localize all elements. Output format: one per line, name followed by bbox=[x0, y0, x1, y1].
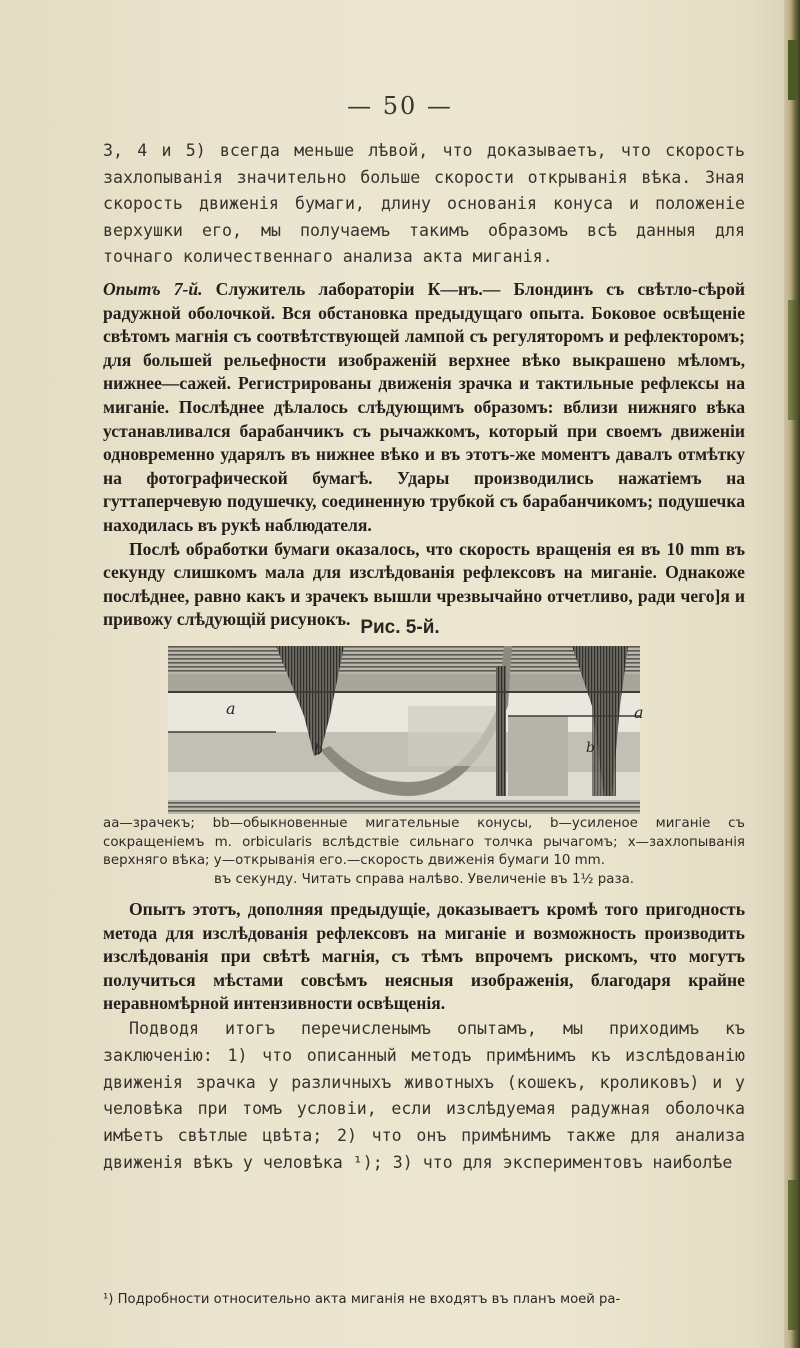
label-a-left: a bbox=[226, 699, 236, 718]
label-b-left: b bbox=[314, 742, 323, 758]
label-b-right: b bbox=[586, 740, 595, 756]
figure-caption bbox=[103, 815, 745, 889]
paragraph-2 bbox=[103, 278, 745, 632]
caption-line-2: въ секунду. Читать справа налѣво. Увеличеніе въ 1½ раза. bbox=[213, 871, 635, 887]
figure-photo-trace bbox=[168, 646, 644, 814]
page-edge-shadow bbox=[784, 0, 800, 1348]
page-number: — 50 — bbox=[347, 92, 453, 120]
caption-line-1: aa—зрачекъ; bb—обыкновенные мигательные конусы, b—усиленое миганіе съ сокращеніемъ m. orbicularis вслѣдствіе сильнаго толчка рычагомъ; x—захлопыванія верхняго вѣка; y—открыванія его.—скорость движенія бумаги 10 mm. bbox=[103, 816, 745, 869]
paragraph-3: Опытъ этотъ, дополняя предыдущіе, доказываетъ кромѣ того пригодность метода для изслѣдованія рефлексовъ на миганіе и возможность производить изслѣдованія при свѣтѣ магнія, съ тѣмъ впрочемъ рискомъ, что могутъ получиться мѣстами совсѣмъ неясныя изображенія, благодаря крайне неравномѣрной интензивности освѣщенія. bbox=[103, 899, 745, 1014]
experiment-heading: Опытъ 7-й. bbox=[103, 279, 203, 299]
paragraph-2b: Послѣ обработки бумаги оказалось, что скорость вращенія ея въ 10 mm въ секунду слишкомъ мала для изслѣдованія рефлексовъ на миганіе. Однакоже послѣднее, равно какъ и зрачекъ вышли чрезвычайно отчетливо, ради чего]я и привожу слѣдующій рисунокъ. bbox=[103, 538, 745, 630]
paragraph-4: Подводя итогъ перечисленымъ опытамъ, мы приходимъ къ заключенію: 1) что описанный методъ примѣнимъ къ изслѣдованію движенія зрачка у различныхъ животныхъ (кошекъ, кроликовъ) и у человѣка при томъ условіи, если изслѣдуемая радужная оболочка имѣетъ свѣтлые цвѣта; 2) что онъ примѣнимъ также для анализа движенія вѣкъ у человѣка ¹); 3) что для экспериментовъ наиболѣе bbox=[103, 1019, 745, 1172]
footnote: ¹) Подробности относительно акта миганія не входятъ въ планъ моей ра- bbox=[103, 1292, 621, 1307]
paragraph-1: 3, 4 и 5) всегда меньше лѣвой, что доказываетъ, что скорость захлопыванія значительно больше скорости открыванія вѣка. Зная скорость движенія бумаги, длину основанія конуса и положеніе верхушки его, мы получаемъ такимъ образомъ всѣ данныя для точнаго количественнаго анализа акта миганія. bbox=[103, 141, 745, 266]
figure-title: Рис. 5-й. bbox=[360, 617, 440, 638]
page-edge-stain bbox=[788, 40, 798, 100]
page-edge-stain bbox=[788, 300, 798, 420]
page-edge-stain bbox=[788, 1180, 798, 1330]
paragraph-2-text: Служитель лабораторіи К—нъ.— Блондинъ съ свѣтло-сѣрой радужной оболочкой. Вся обстановка предыдущаго опыта. Боковое освѣщеніе свѣтомъ магнія съ соотвѣтствующей лампой съ регуляторомъ и рефлекторомъ; для большей рельефности изображеній верхнее вѣко выкрашено мѣломъ, нижнее—сажей. Регистрированы движенія зрачка и тактильные рефлексы на миганіе. Послѣднее дѣлалось слѣдующимъ образомъ: вблизи нижняго вѣка устанавливался барабанчикъ съ рычажкомъ, который при своемъ движеніи одновременно ударялъ въ нижнее вѣко и въ этотъ-же моментъ давалъ отмѣтку на фотографической бумагѣ. Удары производились нажатіемъ на гуттаперчевую подушечку, соединенную трубкой съ барабанчикомъ; подушечка находилась въ рукѣ наблюдателя. bbox=[103, 279, 745, 535]
label-a-right: a bbox=[634, 703, 644, 722]
